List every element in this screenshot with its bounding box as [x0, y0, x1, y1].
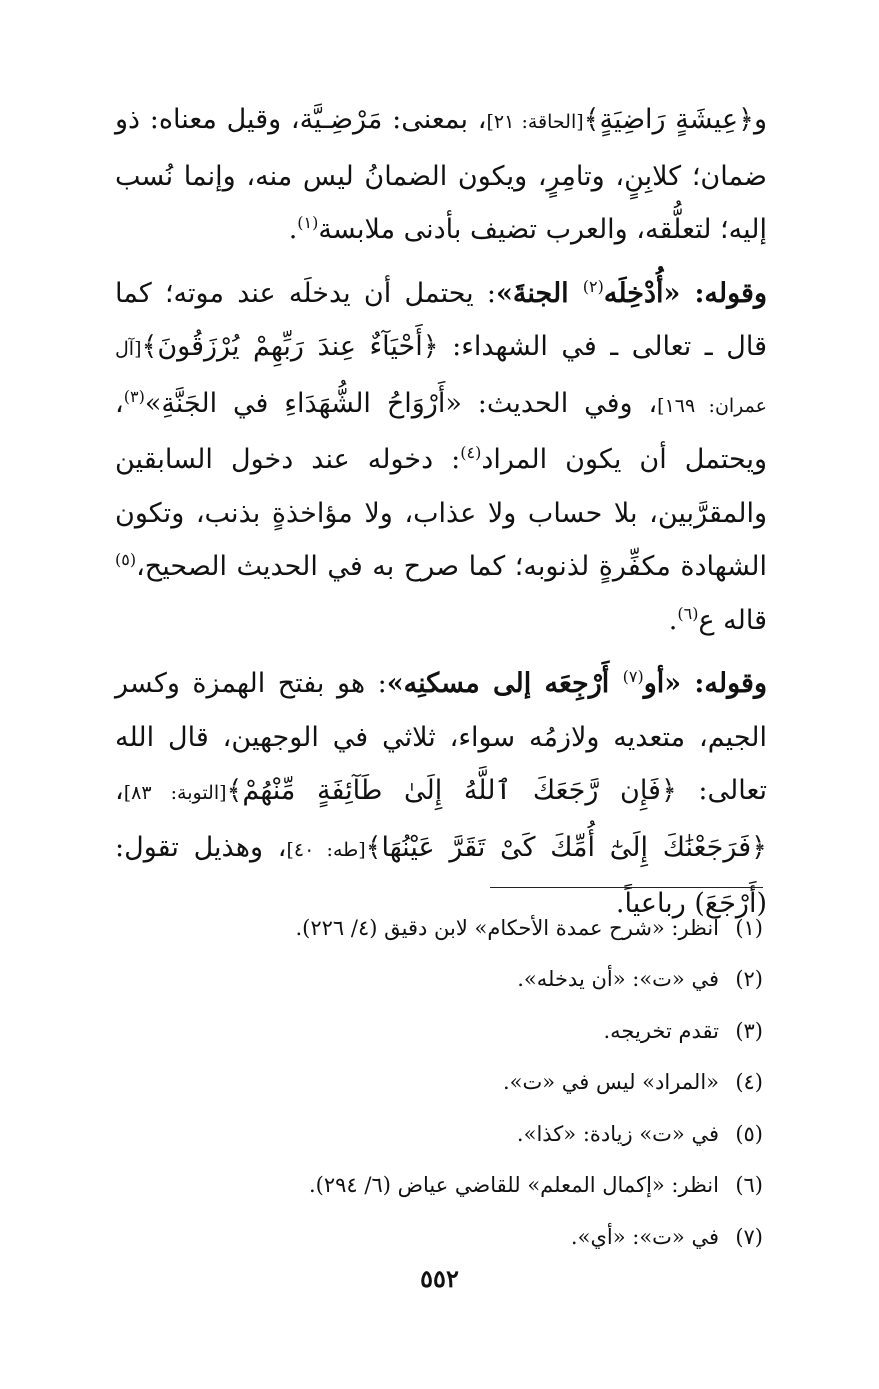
- quran-verse: أَحْيَآءٌ عِندَ رَبِّهِمْ يُرْزَقُونَ: [157, 331, 423, 362]
- paragraph: [115, 93, 767, 257]
- footnote-number: (٤): [735, 1070, 763, 1095]
- footnote-ref: (٥): [115, 550, 137, 569]
- quran-verse: فَإِن رَّجَعَكَ ٱللَّهُ إِلَىٰ طَآئِفَةٍ مِّنْهُمْ: [242, 775, 661, 806]
- footnote-number: (٦): [735, 1173, 763, 1198]
- footnote-ref: (٤): [460, 443, 482, 462]
- footnote-ref: (٢): [582, 276, 604, 296]
- footnote-ref: (٣): [123, 386, 145, 406]
- footnote-number: (٧): [735, 1224, 763, 1249]
- page-number: ٥٥٢: [420, 1264, 459, 1293]
- text-run: : دخوله عند دخول السابقين والمقرَّبين، بلا حساب ولا عذاب، ولا مؤاخذةٍ بذنب، وتكون الشهادة مكفِّرةٍ لذنوبه؛ كما صرح به في الحديث الصحيح،: [115, 444, 767, 582]
- footnotes: [103, 902, 763, 1263]
- text-run: ، بمعنى: مَرْضِـيَّة، وقيل معناه: ذو ضمان؛ كلابِنٍ، وتامِرٍ، ويكون الضمانُ ليس منه، وإنما نُسب إليه؛ لتعلُّقه، والعرب تضيف بأدنى ملابسة: [115, 104, 767, 245]
- footnote-item: [103, 1160, 763, 1212]
- footnote-number: (٢): [735, 967, 763, 992]
- footnote-item: [103, 1057, 763, 1109]
- main-text: [115, 93, 767, 931]
- footnote-number: (٣): [735, 1018, 763, 1043]
- footnote-ref: (١): [297, 213, 319, 232]
- quoted-phrase: وقوله: «أُدْخِلَه: [603, 277, 768, 309]
- footnote-text: في «ت»: «أي».: [570, 1224, 719, 1249]
- text-run: و: [753, 104, 768, 135]
- footnote-number: (٥): [735, 1121, 763, 1146]
- text-run: ﴿: [751, 831, 767, 863]
- footnote-item: [103, 1005, 763, 1057]
- footnote-ref: (٦): [677, 603, 699, 623]
- text-run: قاله ع: [698, 604, 767, 636]
- text-run: ﴾: [226, 775, 243, 806]
- quran-verse: عِيشَةٍ رَاضِيَةٍ: [599, 104, 739, 135]
- footnote-item: [103, 902, 763, 954]
- text-run: ﴿: [738, 104, 754, 135]
- verse-citation: [التوبة: ٨٣]: [123, 782, 227, 804]
- text-run: ﴿: [422, 331, 439, 362]
- verse-citation: [الحاقة: ٢١]: [486, 111, 584, 133]
- footnote-item: [103, 1211, 763, 1263]
- verse-citation: [آل عمران: ١٦٩]: [115, 338, 767, 417]
- text-run: ﴾: [365, 831, 382, 863]
- text-run: .: [288, 214, 298, 245]
- verse-citation: [طه: ٤٠]: [286, 838, 366, 861]
- quran-verse: فَرَجَعْنَٰكَ إِلَىٰٓ أُمِّكَ كَىْ تَقَرَّ عَيْنُهَا: [381, 831, 752, 863]
- footnote-text: انظر: «إكمال المعلم» للقاضي عياض (٦/ ٢٩٤).: [308, 1173, 719, 1198]
- footnote-item: [103, 954, 763, 1006]
- quoted-phrase: وقوله: «أو: [643, 668, 767, 699]
- text-run: ، ويحتمل أن يكون المراد: [115, 387, 767, 475]
- footnote-item: [103, 1108, 763, 1160]
- footnote-divider: [490, 887, 763, 888]
- footnote-text: انظر: «شرح عمدة الأحكام» لابن دقيق (٤/ ٢٢٦).: [295, 915, 719, 940]
- footnote-number: (١): [735, 915, 763, 940]
- text-run: .: [668, 604, 678, 636]
- footnote-text: «المراد» ليس في «ت».: [502, 1070, 719, 1095]
- text-run: ، وهذيل تقول: (أَرْجَعَ) رباعياً.: [115, 831, 767, 919]
- paragraph: [115, 657, 767, 931]
- text-run: ﴾: [583, 104, 600, 135]
- text-run: : يحتمل أن يدخلَه عند موته؛ كما قال ـ تعالى ـ في الشهداء:: [115, 277, 767, 362]
- text-run: ﴿: [660, 775, 677, 806]
- text-run: ﴾: [141, 331, 158, 362]
- footnote-text: في «ت» زيادة: «كذا».: [516, 1121, 719, 1146]
- paragraph: [115, 267, 767, 648]
- text-run: ، وفي الحديث: «أَرْوَاحُ الشُّهَدَاءِ في الجَنَّةِ»: [144, 387, 658, 419]
- text-run: : هو بفتح الهمزة وكسر الجيم، متعديه ولازمُه سواء، ثلاثي في الوجهين، قال الله تعالى:: [115, 668, 767, 806]
- text-run: ،: [115, 775, 124, 806]
- footnote-text: تقدم تخريجه.: [603, 1018, 719, 1043]
- footnote-ref: (٧): [622, 667, 644, 686]
- quoted-phrase: الجنةَ»: [496, 277, 583, 309]
- quoted-phrase: أَرْجِعَه إلى مسكنِه»: [386, 668, 623, 699]
- footnote-text: في «ت»: «أن يدخله».: [517, 967, 719, 992]
